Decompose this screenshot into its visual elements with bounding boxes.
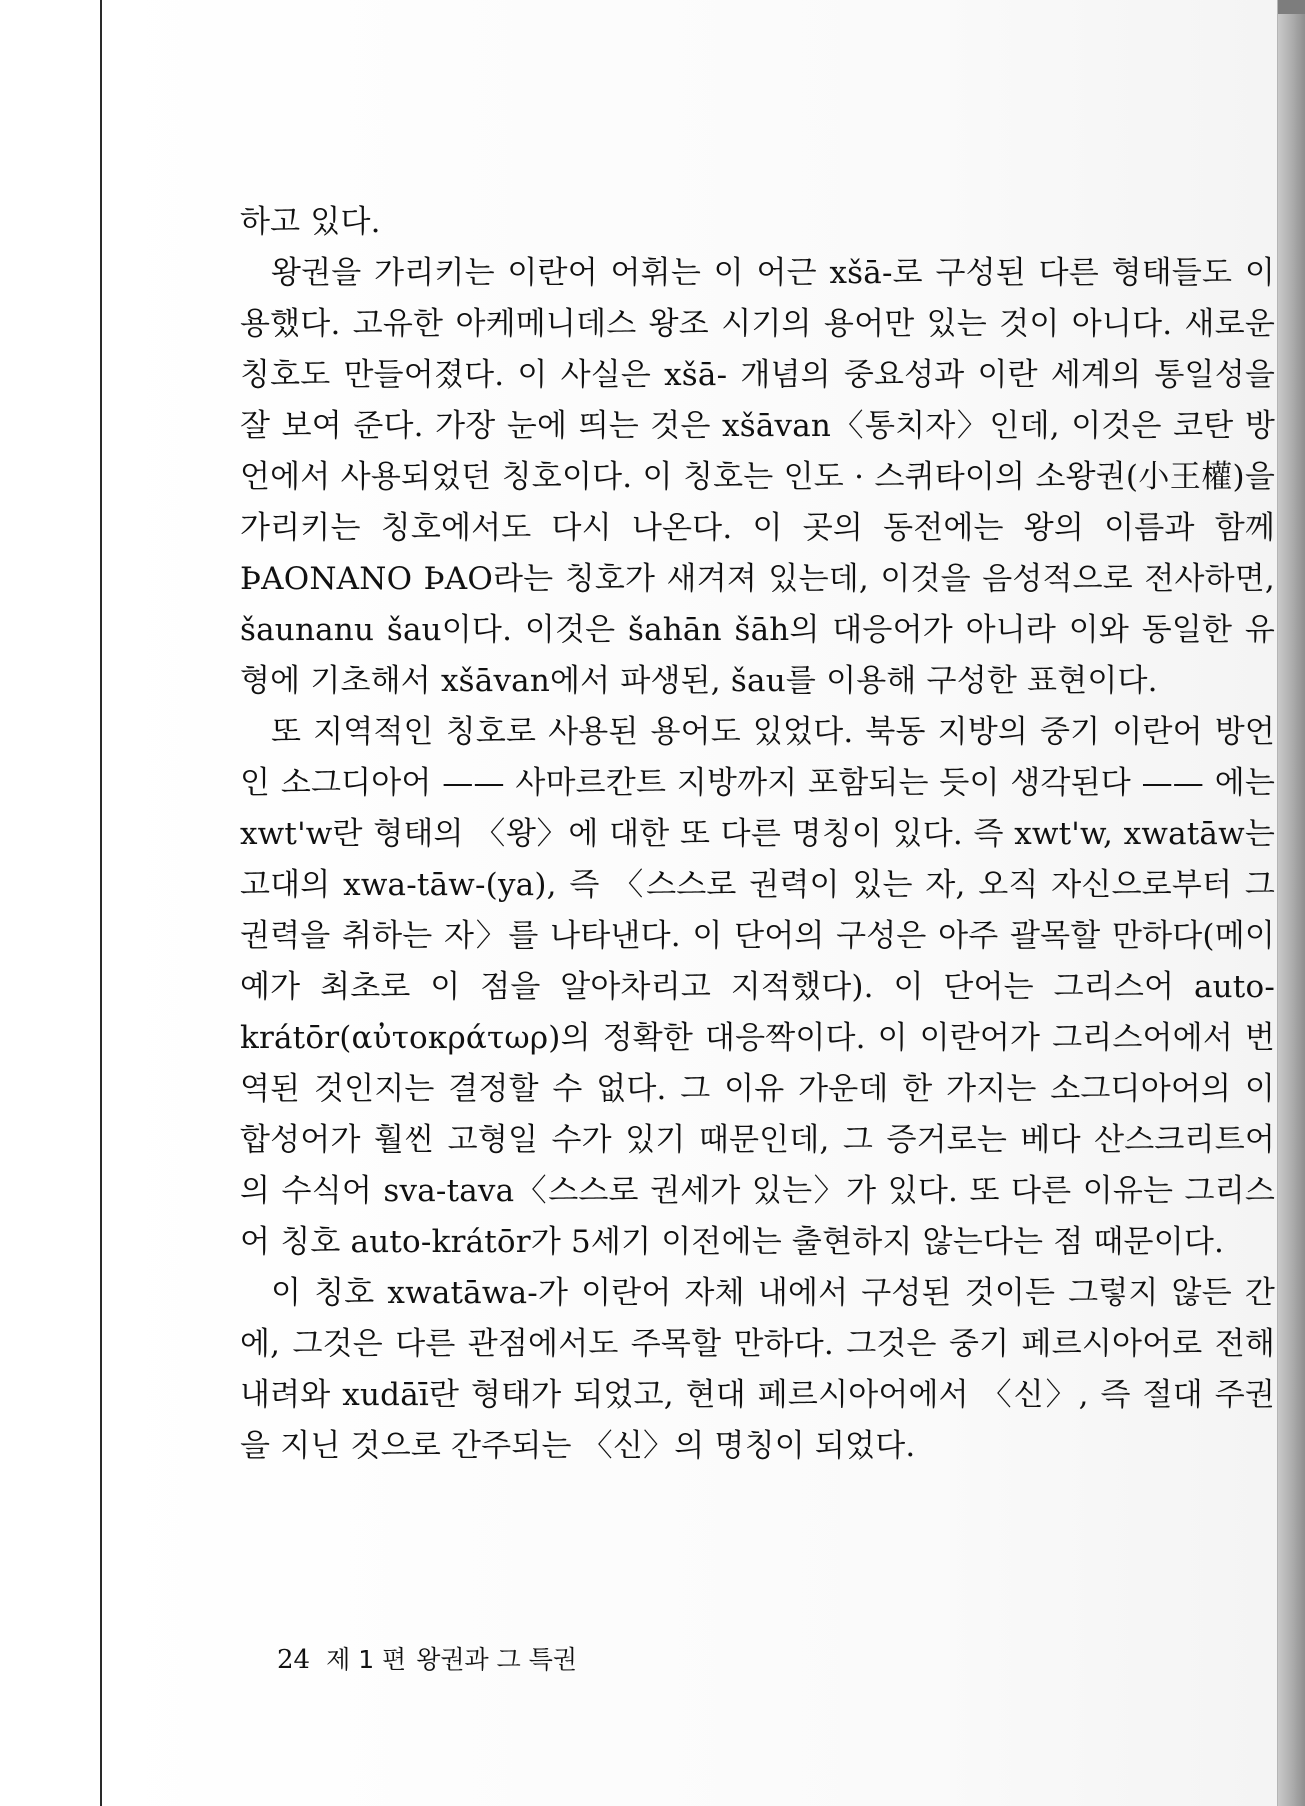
section-title: 왕권과 그 특권: [416, 1645, 577, 1674]
paragraph-sogdian-title: 또 지역적인 칭호로 사용된 용어도 있었다. 북동 지방의 중기 이란어 방언인 소그디아어 —— 사마르칸트 지방까지 포함되는 듯이 생각된다 —— 에는 xwt'w란 형태의 〈왕〉에 대한 또 다른 명칭이 있다. 즉 xwt'w, xwatāw는 고대의 xwa-tāw-(ya), 즉 〈스스로 권력이 있는 자, 오직 자신으로부터 그 권력을 취하는 자〉를 나타낸다. 이 단어의 구성은 아주 괄목할 만하다(메이예가 최초로 이 점을 알아차리고 지적했다). 이 단어는 그리스어 auto-krátōr(αὐτοκράτωρ)의 정확한 대응짝이다. 이 이란어가 그리스어에서 번역된 것인지는 결정할 수 없다. 그 이유 가운데 한 가지는 소그디아어의 이 합성어가 훨씬 고형일 수가 있기 때문인데, 그 증거로는 베다 산스크리트어의 수식어 sva-tava〈스스로 권세가 있는〉가 있다. 또 다른 이유는 그리스어 칭호 auto-krátōr가 5세기 이전에는 출현하지 않는다는 점 때문이다.: [240, 714, 1275, 1260]
left-margin-area: [0, 0, 100, 1806]
page-number: 24: [277, 1645, 311, 1675]
book-page: [100, 0, 1278, 1806]
paragraph-xwatawa: 이 칭호 xwatāwa-가 이란어 자체 내에서 구성된 것이든 그렇지 않든 간에, 그것은 다른 관점에서도 주목할 만하다. 그것은 중기 페르시아어로 전해 내려와 xudāī란 형태가 되었고, 현대 페르시아어에서 〈신〉, 즉 절대 주권을 지닌 것으로 간주되는 〈신〉의 명칭이 되었다.: [240, 1275, 1275, 1464]
paragraph-continuation: 하고 있다.: [240, 204, 381, 240]
viewer-top-edge: [1278, 0, 1305, 14]
page-footer: [277, 1640, 577, 1676]
body-text: [240, 197, 1275, 1472]
part-label: 제 1 편: [326, 1645, 407, 1674]
paragraph-royalty-terms: 왕권을 가리키는 이란어 어휘는 이 어근 xšā-로 구성된 다른 형태들도 이용했다. 고유한 아케메니데스 왕조 시기의 용어만 있는 것이 아니다. 새로운 칭호도 만들어졌다. 이 사실은 xšā- 개념의 중요성과 이란 세계의 통일성을 잘 보여 준다. 가장 눈에 띄는 것은 xšāvan〈통치자〉인데, 이것은 코탄 방언에서 사용되었던 칭호이다. 이 칭호는 인도 · 스퀴타이의 소왕권(小王權)을 가리키는 칭호에서도 다시 나온다. 이 곳의 동전에는 왕의 이름과 함께 ÞAONANO ÞAO라는 칭호가 새겨져 있는데, 이것을 음성적으로 전사하면, šaunanu šau이다. 이것은 šahān šāh의 대응어가 아니라 이와 동일한 유형에 기초해서 xšāvan에서 파생된, šau를 이용해 구성한 표현이다.: [240, 255, 1275, 699]
viewer-right-gutter: [1278, 0, 1305, 1806]
